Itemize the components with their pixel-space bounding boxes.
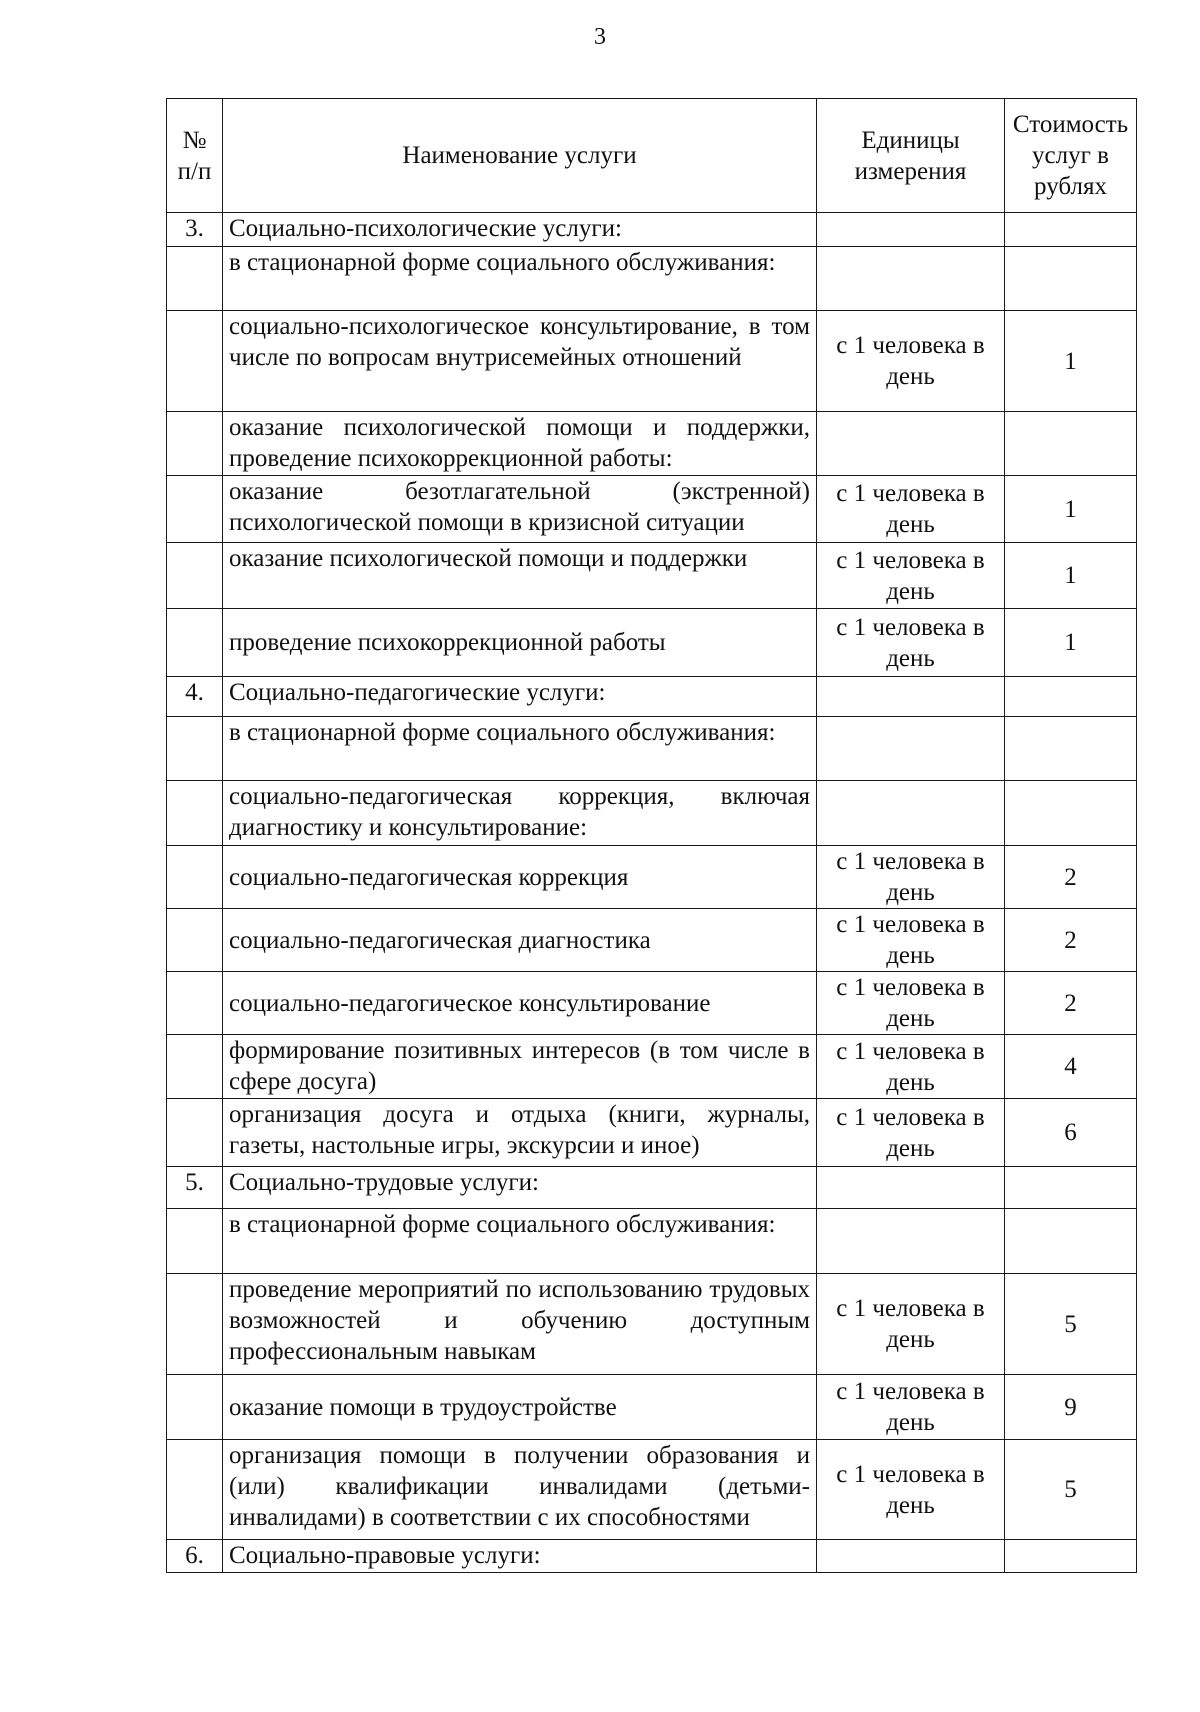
row-num — [167, 609, 223, 677]
table-row — [167, 846, 1137, 909]
row-unit: с 1 человека в день — [817, 1440, 1005, 1540]
table-row — [167, 609, 1137, 677]
table-row — [167, 1274, 1137, 1375]
table-row — [167, 1167, 1137, 1209]
row-name: Социально-правовые услуги: — [223, 1540, 817, 1573]
row-cost: 2 — [1005, 972, 1137, 1035]
row-unit: с 1 человека в день — [817, 543, 1005, 609]
row-num: 6. — [167, 1540, 223, 1573]
row-unit — [817, 213, 1005, 247]
row-name: организация досуга и отдыха (книги, журналы, газеты, настольные игры, экскурсии и иное) — [223, 1099, 817, 1167]
row-num — [167, 1440, 223, 1540]
table-row — [167, 1540, 1137, 1573]
row-unit — [817, 412, 1005, 476]
row-num — [167, 1099, 223, 1167]
table-header-row — [167, 99, 1137, 213]
row-unit: с 1 человека в день — [817, 1099, 1005, 1167]
row-name: в стационарной форме социального обслуживания: — [223, 717, 817, 781]
row-num — [167, 717, 223, 781]
table-row — [167, 781, 1137, 846]
services-table — [166, 98, 1137, 1573]
table-row — [167, 311, 1137, 412]
row-cost: 9 — [1005, 1375, 1137, 1440]
table-row — [167, 543, 1137, 609]
row-num — [167, 1035, 223, 1099]
table-row — [167, 677, 1137, 717]
table-row — [167, 247, 1137, 311]
row-unit — [817, 1540, 1005, 1573]
row-cost: 2 — [1005, 846, 1137, 909]
row-name: социально-педагогическое консультирование — [223, 972, 817, 1035]
row-unit: с 1 человека в день — [817, 1035, 1005, 1099]
header-name: Наименование услуги — [223, 99, 817, 213]
row-name: социально-педагогическая коррекция — [223, 846, 817, 909]
row-unit — [817, 1209, 1005, 1274]
row-cost — [1005, 247, 1137, 311]
row-cost — [1005, 781, 1137, 846]
row-name: социально-педагогическая коррекция, включая диагностику и консультирование: — [223, 781, 817, 846]
row-unit — [817, 717, 1005, 781]
row-cost: 4 — [1005, 1035, 1137, 1099]
row-num: 4. — [167, 677, 223, 717]
row-name: организация помощи в получении образования и (или) квалификации инвалидами (детьми-инвалидами) в соответствии с их способностями — [223, 1440, 817, 1540]
row-cost: 5 — [1005, 1274, 1137, 1375]
row-unit: с 1 человека в день — [817, 846, 1005, 909]
row-num: 3. — [167, 213, 223, 247]
row-unit: с 1 человека в день — [817, 476, 1005, 543]
row-unit: с 1 человека в день — [817, 1375, 1005, 1440]
row-name: Социально-педагогические услуги: — [223, 677, 817, 717]
row-cost — [1005, 1167, 1137, 1209]
row-cost — [1005, 717, 1137, 781]
row-unit — [817, 247, 1005, 311]
row-cost: 1 — [1005, 609, 1137, 677]
row-name: оказание безотлагательной (экстренной) психологической помощи в кризисной ситуации — [223, 476, 817, 543]
row-unit: с 1 человека в день — [817, 311, 1005, 412]
row-num — [167, 972, 223, 1035]
header-num: № п/п — [167, 99, 223, 213]
row-cost — [1005, 677, 1137, 717]
table-row — [167, 1035, 1137, 1099]
row-name: формирование позитивных интересов (в том числе в сфере досуга) — [223, 1035, 817, 1099]
row-num — [167, 476, 223, 543]
row-unit: с 1 человека в день — [817, 972, 1005, 1035]
row-cost — [1005, 213, 1137, 247]
row-cost: 1 — [1005, 311, 1137, 412]
row-name: оказание психологической помощи и поддержки — [223, 543, 817, 609]
row-num — [167, 247, 223, 311]
row-name: в стационарной форме социального обслуживания: — [223, 1209, 817, 1274]
row-cost: 1 — [1005, 543, 1137, 609]
row-cost: 1 — [1005, 476, 1137, 543]
row-unit: с 1 человека в день — [817, 1274, 1005, 1375]
row-num — [167, 1375, 223, 1440]
row-name: социально-педагогическая диагностика — [223, 909, 817, 972]
row-unit — [817, 781, 1005, 846]
row-cost — [1005, 1540, 1137, 1573]
page-number: 3 — [594, 24, 606, 50]
table-row — [167, 1209, 1137, 1274]
row-name: проведение мероприятий по использованию трудовых возможностей и обучению доступным профессиональным навыкам — [223, 1274, 817, 1375]
row-cost: 2 — [1005, 909, 1137, 972]
row-cost — [1005, 1209, 1137, 1274]
row-num — [167, 311, 223, 412]
row-num — [167, 543, 223, 609]
header-unit: Единицы измерения — [817, 99, 1005, 213]
row-name: Социально-трудовые услуги: — [223, 1167, 817, 1209]
row-name: проведение психокоррекционной работы — [223, 609, 817, 677]
header-cost: Стоимость услуг в рублях — [1005, 99, 1137, 213]
row-unit — [817, 1167, 1005, 1209]
table-row — [167, 412, 1137, 476]
row-name: Социально-психологические услуги: — [223, 213, 817, 247]
row-num: 5. — [167, 1167, 223, 1209]
row-cost — [1005, 412, 1137, 476]
table-row — [167, 213, 1137, 247]
row-unit: с 1 человека в день — [817, 609, 1005, 677]
row-num — [167, 781, 223, 846]
row-unit — [817, 677, 1005, 717]
row-name: социально-психологическое консультирование, в том числе по вопросам внутрисемейных отношений — [223, 311, 817, 412]
table-row — [167, 1099, 1137, 1167]
row-num — [167, 909, 223, 972]
table-row — [167, 1440, 1137, 1540]
table-row — [167, 1375, 1137, 1440]
table-row — [167, 476, 1137, 543]
row-num — [167, 1209, 223, 1274]
table-row — [167, 972, 1137, 1035]
row-cost: 5 — [1005, 1440, 1137, 1540]
row-cost: 6 — [1005, 1099, 1137, 1167]
row-unit: с 1 человека в день — [817, 909, 1005, 972]
row-num — [167, 412, 223, 476]
row-name: в стационарной форме социального обслуживания: — [223, 247, 817, 311]
table-row — [167, 717, 1137, 781]
table-row — [167, 909, 1137, 972]
row-num — [167, 1274, 223, 1375]
row-name: оказание помощи в трудоустройстве — [223, 1375, 817, 1440]
row-num — [167, 846, 223, 909]
row-name: оказание психологической помощи и поддержки, проведение психокоррекционной работы: — [223, 412, 817, 476]
